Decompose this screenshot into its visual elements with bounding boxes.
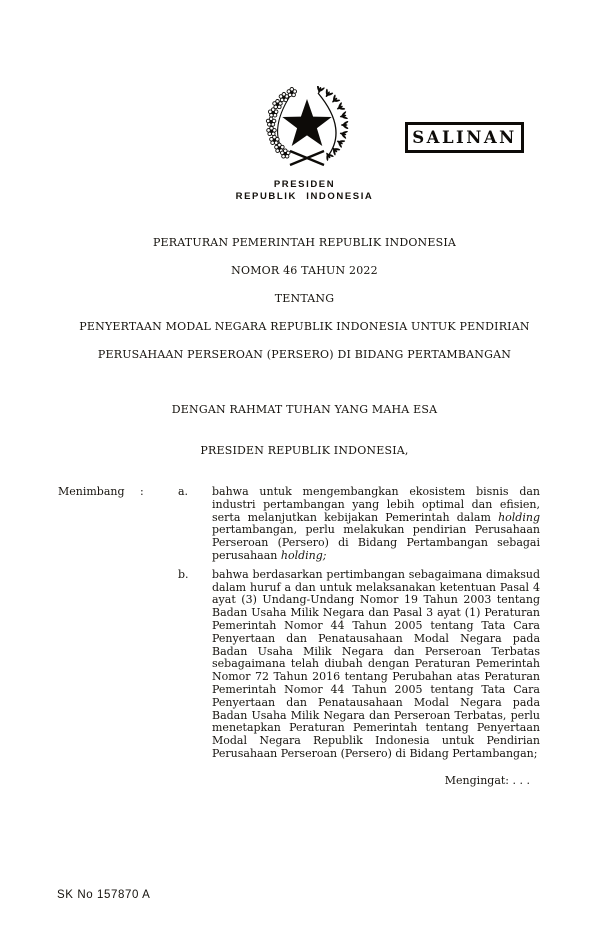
presidential-emblem-icon [254, 86, 360, 170]
letterhead [0, 179, 609, 203]
item-text-a: bahwa untuk mengembangkan ekosistem bisnis dan industri pertambangan yang lebih optimal dan efisien, serta melanjutkan kebijakan Pemerintah dalam holding pertambangan, perlu melakukan pendirian Perusahaan Perseroan (Persero) di Bidang Pertambangan sebagai perusahaan holding; [212, 485, 540, 562]
consideration-item-a [178, 486, 540, 563]
invocation: DENGAN RAHMAT TUHAN YANG MAHA ESA [171, 403, 438, 416]
item-text-b: bahwa berdasarkan pertimbangan sebagaimana dimaksud dalam huruf a dan untuk melaksanakan ketentuan Pasal 4 ayat (3) Undang-Undang Nomor 19 Tahun 2003 tentang Badan Usaha Milik Negara dan Pasal 3 ayat (1) Peraturan Pemerintah Nomor 44 Tahun 2005 tentang Tata Cara Penyertaan dan Penatausahaan Modal Negara pada Badan Usaha Milik Negara dan Perseroan Terbatas sebagaimana telah diubah dengan Peraturan Pemerintah Nomor 72 Tahun 2016 tentang Perubahan atas Peraturan Pemerintah Nomor 44 Tahun 2005 tentang Tata Cara Penyertaan dan Penatausahaan Modal Negara pada Badan Usaha Milik Negara dan Perseroan Terbatas, perlu menetapkan Peraturan Pemerintah tentang Penyertaan Modal Negara Republik Indonesia untuk Pendirian Perusahaan Perseroan (Persero) di Bidang Pertambangan; [212, 567, 540, 760]
letterhead-presiden: PRESIDEN [273, 179, 336, 190]
regulation-title [0, 236, 609, 376]
salinan-stamp-label: SALINAN [412, 128, 517, 147]
title-line-4: PENYERTAAN MODAL NEGARA REPUBLIK INDONESIA UNTUK PENDIRIAN [79, 320, 530, 333]
item-marker-b: b. [178, 567, 189, 581]
title-line-2: NOMOR 46 TAHUN 2022 [231, 264, 378, 277]
consideration-item-b [178, 569, 540, 761]
salinan-stamp [405, 122, 524, 153]
title-line-5: PERUSAHAAN PERSEROAN (PERSERO) DI BIDANG PERTAMBANGAN [97, 348, 512, 361]
title-line-3: TENTANG [274, 292, 335, 305]
title-line-1: PERATURAN PEMERINTAH REPUBLIK INDONESIA [152, 236, 457, 249]
issuing-authority: PRESIDEN REPUBLIK INDONESIA, [200, 444, 409, 457]
letterhead-republik-indonesia: REPUBLIK INDONESIA [235, 191, 374, 202]
menimbang-colon: : [140, 485, 144, 498]
item-marker-a: a. [178, 485, 189, 498]
menimbang-label: Menimbang [58, 485, 125, 498]
consideration-items [178, 486, 540, 788]
considerations-section [58, 486, 540, 788]
continuation-catchword: Mengingat: . . . [444, 773, 530, 787]
doc-control-number: SK No 157870 A [57, 889, 151, 901]
